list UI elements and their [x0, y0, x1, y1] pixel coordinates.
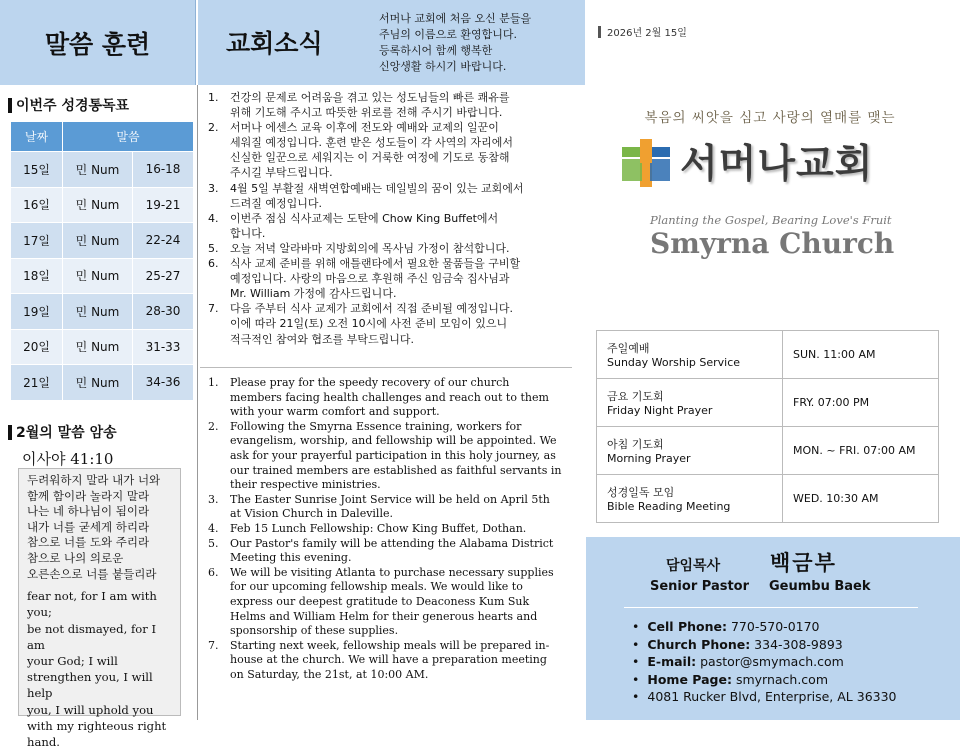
- news-item: [208, 522, 568, 537]
- col-header-day: 날짜: [11, 122, 63, 152]
- service-name-cell: [597, 379, 783, 427]
- reading-day-cell: 20일: [11, 329, 63, 365]
- news-item-line: for our upcoming fellowship meals. We would like to: [230, 580, 523, 594]
- service-name-korean: 성경일독 모임: [607, 486, 675, 499]
- welcome-line: 신앙생활 하시기 바랍니다.: [379, 60, 507, 73]
- pastor-divider: [624, 607, 918, 608]
- reading-day-cell: 19일: [11, 294, 63, 330]
- service-row: [597, 379, 939, 427]
- reading-plan-row: [11, 365, 194, 401]
- news-item-number: 3.: [208, 492, 219, 506]
- news-item-text: [230, 301, 513, 346]
- news-item-number: 4.: [208, 521, 219, 535]
- service-schedule-table: [596, 330, 939, 523]
- service-row: [597, 331, 939, 379]
- news-item-line: ask for your prayerful participation in this holy journey, as: [230, 448, 556, 462]
- news-item-text: [230, 566, 554, 639]
- church-logo-icon: [618, 137, 674, 189]
- news-item-number: 7.: [208, 302, 219, 316]
- reading-chapters-cell: 34-36: [133, 365, 194, 401]
- memory-verse-english: [27, 588, 172, 750]
- service-name-cell: [597, 427, 783, 475]
- news-item: [208, 376, 568, 420]
- reading-book-cell: 민 Num: [63, 152, 133, 188]
- church-name-korean: 서머나교회: [680, 142, 874, 187]
- news-item-line: Our Pastor's family will be attending the Alabama District: [230, 536, 554, 550]
- news-item-line: 다음 주부터 식사 교제가 교회에서 직접 준비될 예정입니다.: [230, 302, 513, 316]
- news-item-text: [230, 537, 553, 566]
- reading-day-cell: 21일: [11, 365, 63, 401]
- news-item-text: [230, 241, 510, 256]
- news-item-text: [230, 493, 550, 522]
- news-item-line: Please pray for the speedy recovery of our church: [230, 376, 510, 389]
- memory-verse-ko-line: 두려워하지 말라 내가 너와: [27, 473, 161, 487]
- memory-verse-ko-line: 참으로 너를 도와 주리라: [27, 535, 150, 550]
- church-name-english: Smyrna Church: [650, 227, 895, 260]
- reading-book-cell: 민 Num: [63, 294, 133, 330]
- memory-verse-title: [8, 422, 117, 442]
- memory-verse-ko-line: 참으로 나의 의로운: [27, 550, 124, 565]
- memory-verse-en-line: hand.: [27, 734, 60, 749]
- contact-value: 334-308-9893: [750, 636, 843, 652]
- news-item-text: [230, 211, 498, 241]
- section-header-word-training: 말씀 훈련: [0, 0, 196, 85]
- reading-chapters-cell: 19-21: [133, 187, 194, 223]
- contact-label: Church Phone:: [647, 636, 751, 652]
- news-item-number: 5.: [208, 241, 219, 255]
- news-item-line: 적극적인 참여와 협조를 부탁드립니다.: [230, 332, 415, 346]
- contact-value: 4081 Rucker Blvd, Enterprise, AL 36330: [647, 689, 897, 704]
- service-name-cell: [597, 331, 783, 379]
- pastor-info-box: [586, 537, 960, 720]
- reading-chapters-cell: 25-27: [133, 258, 194, 294]
- welcome-message: [379, 11, 531, 75]
- news-item-text: [230, 639, 549, 683]
- news-item-number: 6.: [208, 565, 219, 579]
- reading-plan-row: [11, 152, 194, 188]
- news-item: [208, 211, 568, 241]
- reading-book-cell: 민 Num: [63, 258, 133, 294]
- reading-day-cell: 16일: [11, 187, 63, 223]
- news-item-line: 예정입니다. 사랑의 마음으로 후원해 주신 임금숙 집사님과: [230, 272, 510, 286]
- memory-verse-ko-line: 함께 함이라 놀라지 말라: [27, 488, 150, 503]
- news-item: [208, 537, 568, 566]
- service-name-korean: 주일예배: [607, 342, 650, 355]
- reading-chapters-cell: 22-24: [133, 223, 194, 259]
- news-item-line: 주시길 부탁드립니다.: [230, 166, 333, 180]
- memory-verse-en-line: with my righteous right: [27, 718, 167, 733]
- news-item-line: express our deepest gratitude to Deaconess Kum Suk: [230, 594, 530, 608]
- title-bar-marker: [8, 98, 12, 113]
- news-item: [208, 420, 568, 493]
- contact-label: Home Page:: [647, 671, 732, 687]
- service-row: [597, 427, 939, 475]
- reading-book-cell: 민 Num: [63, 329, 133, 365]
- news-item-text: [230, 181, 524, 211]
- logo-blue-lower: [650, 159, 670, 181]
- news-item-line: members facing health challenges and reach out to them: [230, 390, 549, 404]
- logo-cross-center: [640, 155, 652, 163]
- reading-plan-table: [10, 121, 194, 401]
- memory-verse-en-line: your God; I will: [27, 653, 118, 668]
- logo-blue-block: [650, 147, 670, 157]
- news-item: [208, 493, 568, 522]
- news-item-text: [230, 376, 549, 420]
- news-item-number: 4.: [208, 211, 219, 225]
- news-item-line: Feb 15 Lunch Fellowship: Chow King Buffet, Dothan.: [230, 521, 527, 535]
- pastor-role-korean: 담임목사: [666, 558, 721, 574]
- news-item-line: Mr. William 가정에 감사드립니다.: [230, 287, 397, 301]
- title-bar-marker: [8, 425, 12, 440]
- news-item-number: 5.: [208, 536, 219, 550]
- news-item-line: Helms and William Helm for their generous hearts and: [230, 609, 538, 623]
- news-list-english: [208, 376, 568, 682]
- news-item-number: 1.: [208, 376, 219, 389]
- service-name-korean: 금요 기도회: [607, 390, 664, 403]
- pastor-contact-item: [632, 688, 897, 706]
- news-item-line: Starting next week, fellowship meals will be prepared in-: [230, 638, 550, 652]
- pastor-role-english: Senior Pastor: [650, 579, 750, 594]
- memory-verse-en-line: strengthen you, I will help: [27, 670, 153, 701]
- memory-verse-ko-line: 나는 네 하나님이 됨이라: [27, 504, 150, 519]
- news-item-line: 이번주 점심 식사교제는 도탄에 Chow King Buffet에서: [230, 211, 499, 225]
- welcome-line: 등록하시어 함께 행복한: [379, 44, 493, 57]
- news-item-line: We will be visiting Atlanta to purchase necessary supplies: [230, 565, 554, 579]
- welcome-line: 서머나 교회에 처음 오신 분들을: [379, 12, 532, 25]
- pastor-contact-item: [632, 653, 897, 671]
- service-name-korean: 아침 기도회: [607, 438, 664, 451]
- contact-label: E-mail:: [647, 654, 697, 669]
- memory-verse-en-line: you, I will uphold you: [27, 702, 154, 717]
- news-item-line: our trained members are established as faithful servants in: [230, 463, 562, 477]
- memory-verse-box: [18, 468, 181, 749]
- news-item: [208, 241, 568, 256]
- date-bar-marker: [598, 26, 601, 38]
- news-item-text: [230, 120, 513, 180]
- news-item-number: 2.: [208, 121, 219, 135]
- news-item-line: house at the church. We will have a preparation meeting: [230, 653, 547, 667]
- news-item-text: [230, 256, 520, 301]
- reading-day-cell: 18일: [11, 258, 63, 294]
- news-item-line: sponsorship of these supplies.: [230, 624, 399, 638]
- memory-verse-korean: [27, 473, 172, 582]
- memory-verse-ko-line: 내가 너를 굳세게 하리라: [27, 519, 150, 534]
- news-item-line: at Vision Church in Daleville.: [230, 507, 393, 521]
- news-item-line: 건강의 문제로 어려움을 겪고 있는 성도님들의 빠른 쾌유를: [230, 91, 510, 104]
- reading-plan-title: [8, 95, 129, 115]
- pastor-contact-item: [632, 618, 897, 636]
- church-news-header: [198, 0, 585, 85]
- news-item: [208, 566, 568, 639]
- news-item-line: 위해 기도해 주시고 따뜻한 위로를 전해 주시기 바랍니다.: [230, 106, 503, 120]
- service-row: [597, 475, 939, 523]
- news-item: [208, 120, 568, 180]
- news-item-line: 신실한 일꾼으로 세워지는 이 거룩한 여정에 기도로 동참해: [230, 151, 510, 165]
- news-item-line: The Easter Sunrise Joint Service will be held on April 5th: [230, 492, 550, 506]
- welcome-line: 주님의 이름으로 환영합니다.: [379, 28, 518, 41]
- news-item: [208, 90, 568, 120]
- reading-book-cell: 민 Num: [63, 365, 133, 401]
- news-item-number: 1.: [208, 91, 219, 104]
- logo-green-block: [622, 147, 642, 157]
- reading-chapters-cell: 31-33: [133, 329, 194, 365]
- news-item-number: 7.: [208, 638, 219, 652]
- pastor-name-english: Geumbu Baek: [769, 579, 871, 594]
- reading-book-cell: 민 Num: [63, 187, 133, 223]
- news-item-text: [230, 420, 561, 493]
- contact-value: 770-570-0170: [726, 619, 820, 634]
- news-item-line: their respective ministries.: [230, 478, 381, 492]
- memory-verse-title-text: 2월의 말씀 암송: [16, 425, 117, 441]
- news-item-line: 이에 따라 21일(토) 오전 10시에 사전 준비 모임이 있으니: [230, 317, 508, 331]
- reading-chapters-cell: 28-30: [133, 294, 194, 330]
- memory-verse-en-line: fear not, for I am with you;: [27, 589, 157, 620]
- reading-plan-row: [11, 294, 194, 330]
- news-divider: [200, 367, 572, 368]
- service-name-english: Bible Reading Meeting: [607, 500, 731, 513]
- news-item-line: Meeting this evening.: [230, 551, 352, 565]
- logo-green-lower: [622, 159, 642, 181]
- news-item-line: 드려질 예정입니다.: [230, 196, 323, 210]
- news-item: [208, 181, 568, 211]
- contact-value: pastor@smymach.com: [696, 654, 844, 669]
- news-item-line: evangelism, worship, and fellowship will be appointed. We: [230, 434, 557, 448]
- reading-day-cell: 15일: [11, 152, 63, 188]
- news-item: [208, 301, 568, 346]
- service-name-english: Morning Prayer: [607, 452, 691, 465]
- pastor-contact-list: [632, 618, 897, 706]
- memory-verse-ko-line: 오른손으로 너를 붙들리라: [27, 566, 157, 581]
- service-time-cell: SUN. 11:00 AM: [783, 331, 939, 379]
- bulletin-date-text: 2026년 2월 15일: [607, 28, 687, 39]
- tagline-korean: 복음의 씨앗을 심고 사랑의 열매를 맺는: [644, 110, 896, 126]
- news-item-number: 6.: [208, 257, 219, 271]
- news-list-korean: [208, 90, 568, 347]
- reading-plan-row: [11, 223, 194, 259]
- pastor-name-korean: 백금부: [770, 551, 837, 575]
- news-item-line: 4월 5일 부활절 새벽연합예배는 데일빌의 꿈이 있는 교회에서: [230, 181, 524, 195]
- service-time-cell: MON. ~ FRI. 07:00 AM: [783, 427, 939, 475]
- service-name-english: Sunday Worship Service: [607, 356, 741, 369]
- reading-plan-row: [11, 329, 194, 365]
- news-item-line: 서머나 에센스 교육 이후에 전도와 예배와 교제의 일꾼이: [230, 121, 499, 135]
- service-time-cell: FRY. 07:00 PM: [783, 379, 939, 427]
- reading-day-cell: 17일: [11, 223, 63, 259]
- reading-plan-row: [11, 187, 194, 223]
- pastor-contact-item: [632, 636, 897, 654]
- news-item-number: 2.: [208, 419, 219, 433]
- col-header-passage: 말씀: [63, 122, 194, 152]
- news-item-line: with your warm comfort and support.: [230, 405, 440, 419]
- memory-verse-en-line: be not dismayed, for I am: [27, 621, 157, 652]
- memory-verse-reference: 이사야 41:10: [22, 450, 114, 468]
- reading-plan-row: [11, 258, 194, 294]
- service-name-cell: [597, 475, 783, 523]
- service-time-cell: WED. 10:30 AM: [783, 475, 939, 523]
- news-item-line: 합니다.: [230, 226, 266, 240]
- column-divider: [197, 85, 198, 720]
- news-item-line: Following the Smyrna Essence training, workers for: [230, 419, 522, 433]
- news-item: [208, 639, 568, 683]
- service-name-english: Friday Night Prayer: [607, 404, 713, 417]
- church-news-title: 교회소식: [226, 29, 323, 58]
- contact-label: Cell Phone:: [647, 619, 727, 634]
- news-item-line: 식사 교제 준비를 위해 애틀랜타에서 필요한 물품들을 구비할: [230, 257, 521, 271]
- news-item-text: [230, 522, 526, 537]
- pastor-contact-item: [632, 671, 897, 689]
- contact-value: smyrnach.com: [731, 671, 828, 687]
- news-item: [208, 256, 568, 301]
- tagline-english: Planting the Gospel, Bearing Love's Fruit: [650, 213, 892, 227]
- reading-chapters-cell: 16-18: [133, 152, 194, 188]
- reading-plan-title-text: 이번주 성경통독표: [16, 98, 130, 114]
- reading-book-cell: 민 Num: [63, 223, 133, 259]
- news-item-line: 세워질 예정입니다. 훈련 받은 성도들이 각 사역의 자리에서: [230, 136, 513, 150]
- news-item-text: [230, 90, 510, 120]
- news-item-line: on Saturday, the 21st, at 10:00 AM.: [230, 667, 429, 681]
- news-item-number: 3.: [208, 181, 219, 195]
- news-item-line: 오늘 저녁 알라바마 지방회의에 목사님 가정이 참석합니다.: [230, 241, 510, 255]
- bulletin-date: [598, 24, 687, 39]
